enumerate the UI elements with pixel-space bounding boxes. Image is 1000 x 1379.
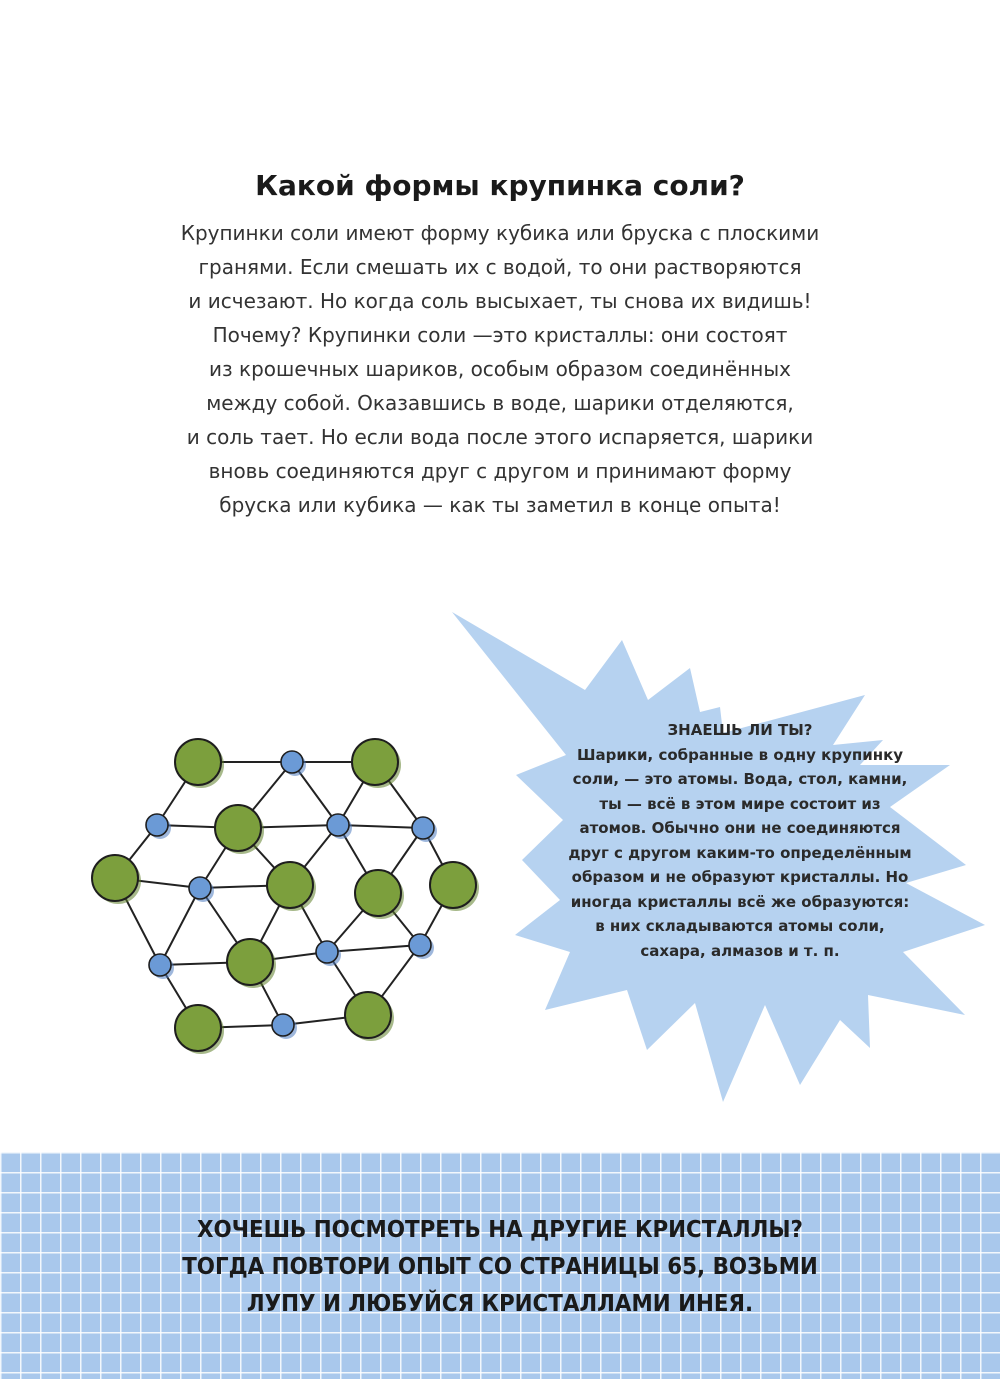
body-line: и соль тает. Но если вода после этого испаряется, шарики	[186, 425, 814, 449]
big-atom	[175, 739, 221, 785]
did-you-know-text	[540, 718, 940, 963]
big-atom	[345, 992, 391, 1038]
lattice-bond	[327, 945, 420, 952]
small-atom	[146, 814, 168, 836]
did-you-know-line: образом и не образуют кристаллы. Но	[571, 868, 909, 886]
body-line: гранями. Если смешать их с водой, то они растворяются	[198, 255, 802, 279]
big-atom	[92, 855, 138, 901]
small-atom	[149, 954, 171, 976]
did-you-know-line: соли, — это атомы. Вода, стол, камни,	[572, 770, 908, 788]
did-you-know-line: атомов. Обычно они не соединяются	[579, 819, 901, 837]
small-atom	[412, 817, 434, 839]
call-to-action-line: ЛУПУ И ЛЮБУЙСЯ КРИСТАЛЛАМИ ИНЕЯ.	[246, 1291, 754, 1317]
big-atom	[175, 1005, 221, 1051]
body-line: из крошечных шариков, особым образом соединённых	[209, 357, 791, 381]
call-to-action	[35, 1212, 965, 1323]
lattice-atoms	[92, 739, 479, 1054]
did-you-know-line: иногда кристаллы всё же образуются:	[570, 892, 910, 911]
did-you-know-line: друг с другом каким-то определённым	[568, 843, 912, 862]
small-atom	[316, 941, 338, 963]
call-to-action-line: ТОГДА ПОВТОРИ ОПЫТ СО СТРАНИЦЫ 65, ВОЗЬМИ	[182, 1254, 818, 1280]
big-atom	[215, 805, 261, 851]
body-line: бруска или кубика — как ты заметил в конце опыта!	[219, 493, 781, 517]
did-you-know-heading: ЗНАЕШЬ ЛИ ТЫ?	[667, 721, 813, 739]
small-atom	[272, 1014, 294, 1036]
body-line: между собой. Оказавшись в воде, шарики отделяются,	[206, 391, 794, 415]
body-line: и исчезают. Но когда соль высыхает, ты снова их видишь!	[188, 289, 812, 313]
big-atom	[355, 870, 401, 916]
body-line: Почему? Крупинки соли —это кристаллы: они состоят	[212, 323, 788, 347]
did-you-know-line: Шарики, собранные в одну крупинку	[576, 745, 904, 764]
did-you-know-line: ты — всё в этом мире состоит из	[599, 794, 881, 813]
big-atom	[430, 862, 476, 908]
small-atom	[189, 877, 211, 899]
lattice-bond	[160, 888, 200, 965]
big-atom	[352, 739, 398, 785]
body-line: Крупинки соли имеют форму кубика или бруска с плоскими	[180, 221, 820, 245]
big-atom	[267, 862, 313, 908]
call-to-action-line: ХОЧЕШЬ ПОСМОТРЕТЬ НА ДРУГИЕ КРИСТАЛЛЫ?	[197, 1217, 803, 1243]
did-you-know-line: в них складываются атомы соли,	[595, 917, 885, 935]
small-atom	[327, 814, 349, 836]
page-title: Какой формы крупинка соли?	[255, 169, 745, 202]
body-line: вновь соединяются друг с другом и принимают форму	[208, 459, 792, 483]
small-atom	[281, 751, 303, 773]
big-atom	[227, 939, 273, 985]
small-atom	[409, 934, 431, 956]
did-you-know-line: сахара, алмазов и т. п.	[640, 941, 840, 960]
